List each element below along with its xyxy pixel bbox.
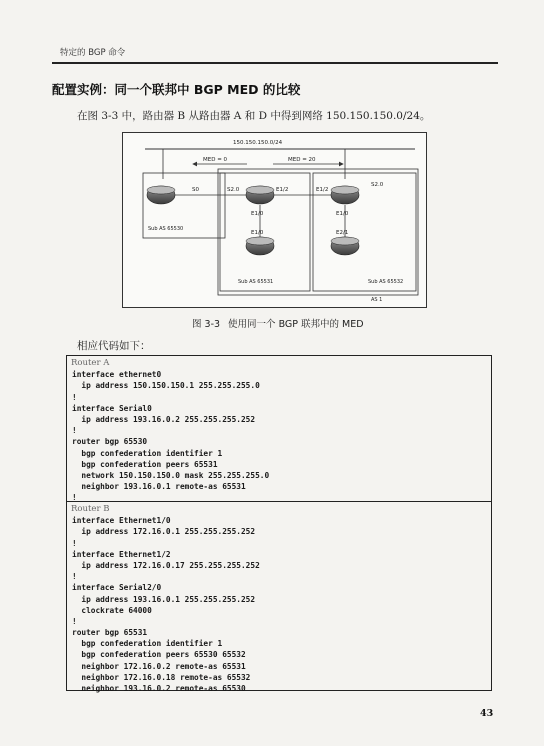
- sub-as-65531-label: Sub AS 65531: [238, 279, 274, 285]
- router-b: [246, 186, 274, 204]
- sub-as-65532-label: Sub AS 65532: [368, 279, 404, 285]
- code-line: neighbor 172.16.0.2 remote-as 65531: [72, 661, 246, 671]
- router-b-label: Router B: [71, 504, 110, 514]
- caption-number: 图 3-3: [192, 319, 221, 330]
- section-title: 配置实例：同一个联邦中 BGP MED 的比较: [52, 82, 301, 97]
- code-line: !: [72, 426, 77, 436]
- iface-e10-lower: E1/0: [251, 230, 264, 236]
- router-d: [331, 186, 359, 204]
- router-b-config: [67, 501, 491, 694]
- code-line: interface Ethernet1/2: [72, 549, 171, 559]
- code-line: interface ethernet0: [72, 370, 162, 380]
- code-line: neighbor 193.16.0.1 remote-as 65531: [72, 482, 246, 492]
- code-line: ip address 172.16.0.1 255.255.255.252: [72, 527, 256, 537]
- figure-caption: [192, 316, 364, 330]
- network-label: 150.150.150.0/24: [233, 140, 283, 146]
- caption-text: 使用同一个 BGP 联邦中的 MED: [228, 319, 364, 330]
- figure-3-3: [122, 132, 427, 308]
- code-line: interface Ethernet1/0: [72, 516, 171, 526]
- iface-e10-d: E1/0: [336, 211, 349, 217]
- router-a-label: Router A: [71, 358, 110, 368]
- code-line: bgp confederation identifier 1: [72, 639, 223, 649]
- code-line: !: [72, 493, 77, 503]
- iface-s20-d: S2.0: [371, 182, 384, 188]
- code-line: ip address 150.150.150.1 255.255.255.0: [72, 381, 260, 391]
- code-line: router bgp 65531: [72, 628, 148, 638]
- code-line: !: [72, 392, 77, 402]
- code-line: ip address 193.16.0.1 255.255.255.252: [72, 594, 256, 604]
- sub-as-65530-label: Sub AS 65530: [148, 226, 184, 232]
- router-c: [246, 237, 274, 255]
- as1-label: AS 1: [371, 297, 383, 303]
- page-number: 43: [480, 708, 494, 719]
- code-line: router bgp 65530: [72, 437, 148, 447]
- code-line: !: [72, 538, 77, 548]
- sub-as-65532-box: [313, 173, 416, 291]
- network-diagram: [123, 133, 428, 309]
- iface-e10-b: E1/0: [251, 211, 264, 217]
- code-line: bgp confederation peers 65531: [72, 459, 218, 469]
- code-line: interface Serial0: [72, 403, 152, 413]
- med-right-label: MED = 20: [288, 157, 316, 163]
- header-rule: [52, 62, 498, 64]
- code-line: !: [72, 616, 77, 626]
- code-line: ip address 193.16.0.2 255.255.255.252: [72, 414, 256, 424]
- code-line: !: [72, 572, 77, 582]
- code-line: ip address 172.16.0.17 255.255.255.252: [72, 560, 260, 570]
- intro-paragraph: 在图 3-3 中，路由器 B 从路由器 A 和 D 中得到网络 150.150.150.0/24。: [77, 110, 431, 122]
- code-line: neighbor 172.16.0.18 remote-as 65532: [72, 672, 251, 682]
- code-line: interface Serial2/0: [72, 583, 162, 593]
- code-lead-text: 相应代码如下：: [77, 340, 151, 352]
- running-header: 特定的 BGP 命令: [60, 48, 126, 58]
- code-line: bgp confederation peers 65530 65532: [72, 650, 246, 660]
- iface-e12-b: E1/2: [276, 187, 289, 193]
- code-line: network 150.150.150.0 mask 255.255.255.0: [72, 470, 270, 480]
- code-line: bgp confederation identifier 1: [72, 448, 223, 458]
- code-line: neighbor 193.16.0.2 remote-as 65530: [72, 684, 246, 693]
- code-listing: [66, 355, 492, 691]
- iface-e21: E2/1: [336, 230, 349, 236]
- code-line: clockrate 64000: [72, 605, 152, 615]
- router-a-config: [67, 358, 491, 503]
- iface-e12-d: E1/2: [316, 187, 329, 193]
- iface-s20-b: S2.0: [227, 187, 240, 193]
- med-left-label: MED = 0: [203, 157, 228, 163]
- router-e: [331, 237, 359, 255]
- router-a: [147, 186, 175, 204]
- iface-s0: S0: [192, 187, 199, 193]
